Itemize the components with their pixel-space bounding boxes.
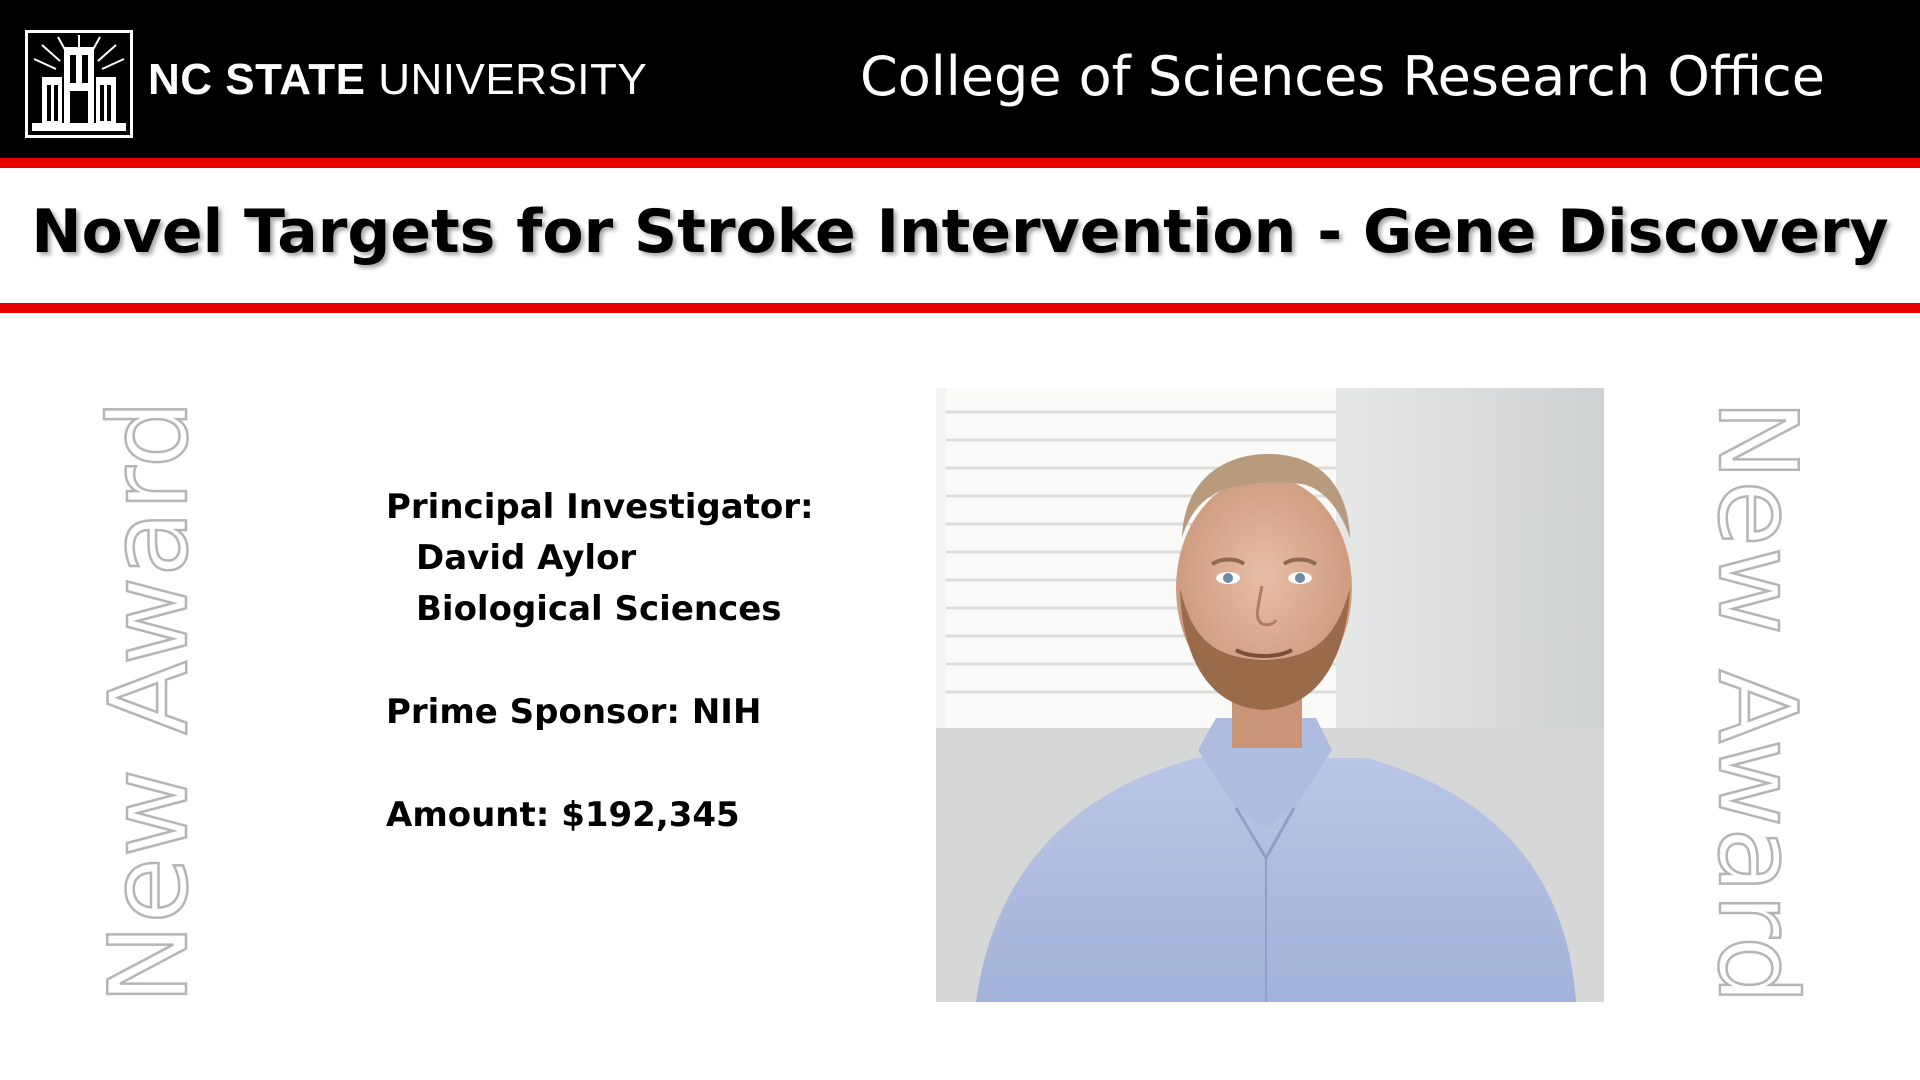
spacer <box>386 635 814 687</box>
side-label-left-text: New Award <box>87 399 212 1005</box>
award-details <box>386 482 814 841</box>
university-wordmark <box>148 56 647 104</box>
pi-department: Biological Sciences <box>416 589 782 629</box>
award-amount: Amount: $192,345 <box>386 795 740 835</box>
pi-label: Principal Investigator: <box>386 487 814 527</box>
header-divider <box>0 158 1920 168</box>
side-label-right-text: New Award <box>1694 399 1819 1005</box>
belltower-icon <box>25 30 133 138</box>
pi-name: David Aylor <box>416 538 637 578</box>
spacer <box>386 738 814 790</box>
header-bar <box>0 0 1920 158</box>
title-divider <box>0 303 1920 313</box>
office-title: College of Sciences Research Office <box>860 45 1825 108</box>
side-label-left <box>87 399 212 1005</box>
slide-title: Novel Targets for Stroke Intervention - Gene Discovery <box>31 197 1889 267</box>
university-name-bold: NC STATE <box>148 55 366 104</box>
side-label-right <box>1694 399 1819 1005</box>
investigator-photo <box>936 388 1604 1002</box>
university-name-regular: UNIVERSITY <box>378 55 648 104</box>
prime-sponsor: Prime Sponsor: NIH <box>386 692 762 732</box>
